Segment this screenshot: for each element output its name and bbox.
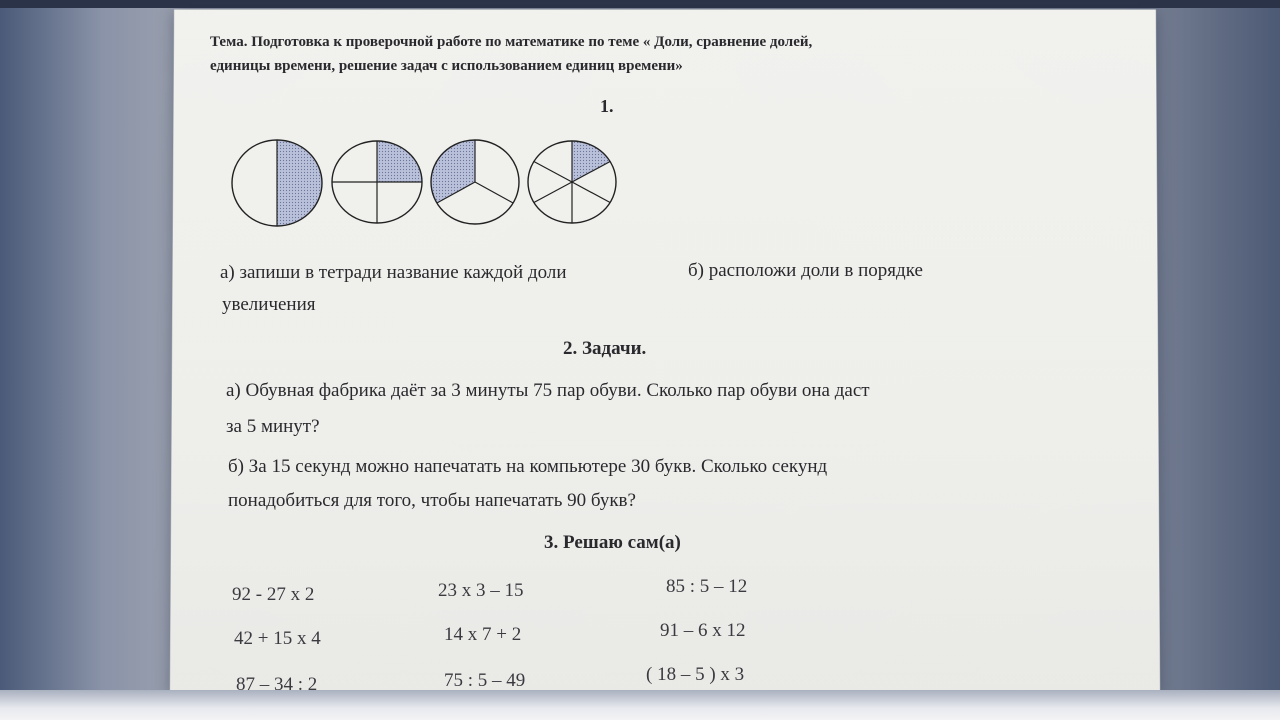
- expression-r3-c1: 87 – 34 : 2: [236, 674, 318, 695]
- division-line: [572, 182, 610, 203]
- task-1a: а) запиши в тетради название каждой доли: [220, 262, 567, 283]
- division-line: [534, 182, 572, 203]
- shaded-sector: [277, 140, 322, 226]
- monitor-bezel: [0, 0, 1280, 8]
- section-2-heading: 2. Задачи.: [563, 338, 647, 359]
- shaded-sector: [572, 141, 610, 182]
- screen-bottom-edge: [0, 690, 1280, 720]
- problem-a-line-1: а) Обувная фабрика даёт за 3 минуты 75 пар обуви. Сколько пар обуви она даст: [226, 380, 870, 401]
- problem-a-line-2: за 5 минут?: [226, 416, 320, 437]
- expression-r2-c1: 42 + 15 х 4: [234, 628, 321, 649]
- expression-r2-c2: 14 х 7 + 2: [444, 624, 522, 645]
- topic-text: Подготовка к проверочной работе по математике по теме « Доли, сравнение долей,: [247, 34, 813, 50]
- section-1-number: 1.: [600, 96, 614, 116]
- expression-r3-c2: 75 : 5 – 49: [444, 670, 526, 691]
- section-3-heading: 3. Решаю сам(а): [544, 532, 681, 553]
- expression-r3-c3: ( 18 – 5 ) х 3: [646, 664, 745, 685]
- expression-r1-c2: 23 х 3 – 15: [438, 580, 524, 601]
- topic-heading: [210, 30, 812, 78]
- expression-r1-c1: 92 - 27 х 2: [232, 584, 315, 605]
- expression-r2-c3: 91 – 6 х 12: [660, 620, 746, 641]
- problem-b-line-1: б) За 15 секунд можно напечатать на компьютере 30 букв. Сколько секунд: [228, 456, 828, 477]
- fraction-circle-group: [232, 140, 616, 226]
- topic-line-2: единицы времени, решение задач с использованием единиц времени»: [210, 58, 683, 74]
- division-line: [534, 162, 572, 183]
- topic-line-1: [210, 30, 812, 54]
- topic-label: Тема.: [210, 34, 248, 50]
- fraction-circles-figure: [225, 138, 625, 228]
- expression-r1-c3: 85 : 5 – 12: [666, 576, 748, 597]
- task-1-continuation: увеличения: [222, 294, 316, 315]
- division-line: [475, 182, 513, 203]
- task-1b: б) расположи доли в порядке: [688, 260, 923, 281]
- problem-b-line-2: понадобиться для того, чтобы напечатать 90 букв?: [228, 490, 636, 511]
- document-page: [170, 10, 1160, 700]
